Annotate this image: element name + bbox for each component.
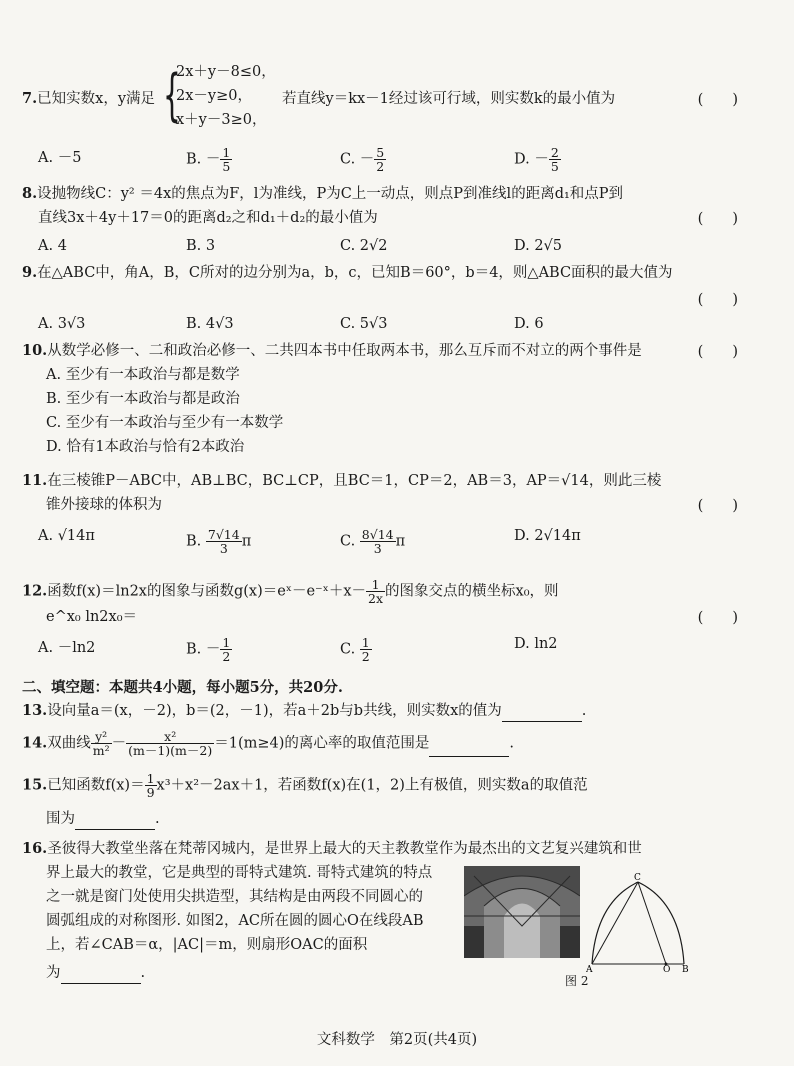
question-number: 14. <box>22 734 48 752</box>
question-number: 7. <box>22 90 38 107</box>
question-stem: 圣彼得大教堂坐落在梵蒂冈城内，是世界上最大的天主教教堂作为最杰出的文艺复兴建筑和世 <box>47 841 642 857</box>
question-stem: 设向量a＝(x，－2)，b＝(2，－1)，若a＋2b与b共线，则实数x的值为 <box>47 703 502 719</box>
option-c: C. 至少有一本政治与至少有一本数学 <box>46 415 284 431</box>
option-d: D. ln2 <box>514 636 558 652</box>
option-d: D. － $\frac{2}{5}$ <box>514 145 559 174</box>
question-16-line5: 上，若∠CAB＝α，|AC|＝m，则扇形OAC的面积 <box>46 937 368 953</box>
fraction: $\frac{\text{x²}}{(m-1)(m-2)}$ <box>128 729 213 758</box>
option-c: C. 5√3 <box>340 316 388 332</box>
answer-paren: ( ) <box>697 498 738 514</box>
inequality-system <box>176 60 276 132</box>
question-11-line2: 锥外接球的体积为 <box>46 497 162 513</box>
question-number: 8. <box>22 185 38 202</box>
question-number: 9. <box>22 264 38 281</box>
question-16-line4: 圆弧组成的对称图形. 如图2，AC所在圆的圆心O在线段AB <box>46 913 424 929</box>
question-stem: 在三棱锥P－ABC中，AB⊥BC，BC⊥CP，且BC＝1，CP＝2，AB＝3，AP＝√14，则此三棱 <box>47 473 662 489</box>
question-number: 13. <box>22 702 48 719</box>
options-q11 <box>38 528 738 558</box>
label-c: C <box>634 873 641 883</box>
fraction: $\frac{1}{2x}$ <box>368 577 384 606</box>
option-b: B. $\frac{7√14}{3}$ π <box>186 527 252 556</box>
segment-ac <box>592 882 638 964</box>
question-stem: 从数学必修一、二和政治必修一、二共四本书中任取两本书，那么互斥而不对立的两个事件是 <box>47 343 642 359</box>
option-c: C. 2√2 <box>340 238 388 254</box>
answer-paren: ( ) <box>697 610 738 626</box>
question-12-line2: e^x₀ ln2x₀＝ <box>46 609 138 625</box>
option-b: B. 4√3 <box>186 316 234 332</box>
question-14: 14.双曲线 $\frac{\text{y²}}{\text{m²}}$ － $\frac{\text{x²}}{(m-1)(m-2)}$ ＝1(m≥4)的离心率的取值范围是 . <box>22 729 515 758</box>
cathedral-photo <box>464 866 580 958</box>
answer-blank <box>61 967 141 984</box>
question-16 <box>22 838 754 860</box>
option-b: B. － $\frac{1}{2}$ <box>186 635 231 664</box>
question-15-line2: 围为 . <box>46 808 754 830</box>
question-11 <box>22 470 754 492</box>
answer-blank <box>75 813 155 830</box>
question-number: 12. <box>22 582 48 600</box>
section-heading: 二、填空题：本题共4小题，每小题5分，共20分. <box>22 679 343 696</box>
question-stem: 设抛物线C：y² ＝4x的焦点为F，l为准线，P为C上一动点，则点P到准线l的距离d₁和点P到 <box>37 186 624 202</box>
question-9 <box>22 262 754 284</box>
option-a: A. 4 <box>38 238 67 254</box>
inequality: 2x＋y－8≤0， <box>176 64 276 80</box>
label-o: O <box>663 965 671 972</box>
question-15: 15.已知函数f(x)＝ $\frac{1}{9}$ x³＋x²－2ax＋1，若函数f(x)在(1，2)上有极值，则实数a的取值范 <box>22 771 588 800</box>
question-16-line2: 界上最大的教堂，它是典型的哥特式建筑. 哥特式建筑的特点 <box>46 865 433 881</box>
answer-blank <box>429 740 509 757</box>
cathedral-image <box>464 866 580 958</box>
fraction: $\frac{1}{9}$ <box>146 771 155 800</box>
system-brace: { <box>163 63 181 128</box>
question-number: 15. <box>22 776 48 794</box>
inequality: 2x－y≥0， <box>176 88 252 104</box>
options-q12 <box>38 636 738 666</box>
answer-paren: ( ) <box>697 344 738 360</box>
option-a: A. 至少有一本政治与都是数学 <box>46 367 240 383</box>
options-q7 <box>38 146 738 176</box>
question-number: 10. <box>22 342 48 359</box>
label-b: B <box>682 965 689 972</box>
question-stem: 已知实数x，y满足 <box>37 91 156 107</box>
option-a: A. －ln2 <box>38 640 96 656</box>
option-d: D. 恰有1本政治与恰有2本政治 <box>46 439 245 455</box>
answer-paren: ( ) <box>697 92 738 108</box>
question-stem: 在△ABC中，角A，B，C所对的边分别为a，b，c，已知B＝60°，b＝4，则△ABC面积的最大值为 <box>37 265 673 281</box>
question-8 <box>22 183 754 205</box>
question-8-line2: 直线3x＋4y＋17＝0的距离d₂之和d₁＋d₂的最小值为 <box>38 210 378 226</box>
question-16-line3: 之一就是窗门处使用尖拱造型，其结构是由两段不同圆心的 <box>46 889 423 905</box>
option-a: A. 3√3 <box>38 316 86 332</box>
answer-paren: ( ) <box>697 292 738 308</box>
question-13: 13.设向量a＝(x，－2)，b＝(2，－1)，若a＋2b与b共线，则实数x的值为 . <box>22 700 754 722</box>
option-d: D. 2√14π <box>514 528 581 544</box>
answer-blank <box>502 705 582 722</box>
option-c: C. $\frac{8√14}{3}$ π <box>340 527 406 556</box>
figure-caption: 图 2 <box>565 974 589 988</box>
option-c: C. $\frac{1}{2}$ <box>340 635 370 664</box>
fraction: $\frac{\text{y²}}{\text{m²}}$ <box>92 729 110 758</box>
option-b: B. － $\frac{1}{5}$ <box>186 145 231 174</box>
answer-paren: ( ) <box>697 211 738 227</box>
option-a: A. －5 <box>38 150 82 166</box>
page-footer: 文科数学 第2页(共4页) <box>316 1032 478 1048</box>
question-12: 12.函数f(x)＝ln2x的图象与函数g(x)＝eˣ－e⁻ˣ＋x－ $\frac{1}{2x}$ 的图象交点的横坐标x₀，则 <box>22 577 559 606</box>
question-16-line6: 为 . <box>46 962 754 984</box>
question-number: 16. <box>22 840 48 857</box>
question-number: 11. <box>22 472 48 489</box>
option-a: A. √14π <box>38 528 95 544</box>
option-d: D. 2√5 <box>514 238 563 254</box>
option-b: B. 3 <box>186 238 216 254</box>
arch-right-arc <box>638 882 684 964</box>
question-stem: 函数f(x)＝ln2x的图象与函数g(x)＝eˣ－e⁻ˣ＋x－ <box>47 583 367 600</box>
option-d: D. 6 <box>514 316 544 332</box>
option-b: B. 至少有一本政治与都是政治 <box>46 391 240 407</box>
figure-2-arch <box>586 872 690 972</box>
segment-oc <box>638 882 666 964</box>
option-c: C. － $\frac{5}{2}$ <box>340 145 385 174</box>
label-a: A <box>586 965 593 972</box>
question-stem-cont: 若直线y＝kx－1经过该可行域，则实数k的最小值为 <box>282 91 616 107</box>
inequality: x＋y－3≥0， <box>176 112 267 128</box>
question-10 <box>22 340 754 362</box>
